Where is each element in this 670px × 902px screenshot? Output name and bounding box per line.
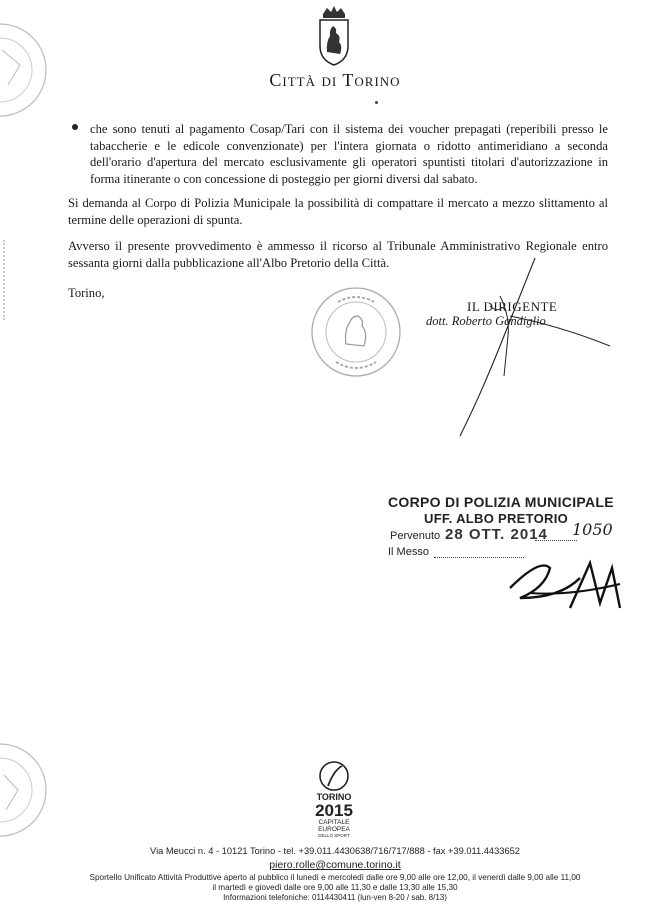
logo-line3: CAPITALE [318, 819, 350, 826]
logo-line2: 2015 [315, 801, 353, 820]
stamp-pervenuto-label: Pervenuto [390, 530, 441, 542]
paragraph-corpo: Si demanda al Corpo di Polizia Municipale la possibilità di compattare il mercato a mezzo slittamento al termine delle operazioni di spunta. [68, 196, 608, 227]
logo-line5: DELLO SPORT [318, 833, 350, 838]
title-dot [375, 101, 378, 104]
place-label: Torino, [68, 286, 105, 300]
stamp-messo-label: Il Messo [388, 546, 429, 558]
paragraph-avverso: Avverso il presente provvedimento è ammesso il ricorso al Tribunale Amministrativo Regionale entro sessanta giorni dalla pubblicazione all'Albo Pretorio della Città. [68, 239, 608, 270]
city-title: Città di Torino [269, 70, 401, 90]
left-margin-seal-bottom [0, 730, 48, 850]
signature-name: dott. Roberto Gandiglio [426, 314, 546, 328]
logo-line1: TORINO [316, 792, 352, 802]
municipal-seal [308, 284, 404, 380]
city-crest-icon [317, 6, 351, 66]
footer-phone-info: Informazioni telefoniche: 0114430411 (lun-ven 8-20 / sab. 8/13) [223, 893, 447, 902]
logo-line4: EUROPEA [318, 826, 350, 833]
torino-2015-logo [308, 760, 360, 842]
bullet-paragraph: che sono tenuti al pagamento Cosap/Tari con il sistema dei voucher prepagati (reperibili presso le tabaccherie e le edicole convenzionate) per l'intera giornata o ridotto antimeridiano a seconda dell'orario d'apertura del mercato esclusivamente gli operatori spuntisti titolari d'autorizzazione in forma itinerante o con concessione di posteggio per giorni diversi dal sabato. [90, 122, 608, 186]
handwritten-signature [440, 256, 620, 446]
stamp-signature [500, 548, 630, 618]
footer-address: Via Meucci n. 4 - 10121 Torino - tel. +39.011.4430638/716/717/888 - fax +39.011.4433652 [150, 846, 520, 856]
left-margin-dots [3, 240, 8, 320]
bullet-marker [72, 124, 78, 130]
stamp-handwritten-number: 1050 [572, 520, 613, 539]
stamp-dotted-line [535, 540, 577, 541]
signature-title: IL DIRIGENTE [467, 299, 558, 314]
footer-hours-line1: Sportello Unificato Attività Produttive aperto al pubblico il lunedì e mercoledì dalle ore 9,00 alle ore 12,00, il venerdì dalle 9,00 alle 11,00 [89, 873, 581, 882]
stamp-line-corpo: CORPO DI POLIZIA MUNICIPALE [388, 494, 614, 510]
footer-email-link[interactable]: piero.rolle@comune.torino.it [269, 859, 401, 871]
stamp-date: 28 OTT. 2014 [445, 526, 548, 543]
stamp-line-uff: UFF. ALBO PRETORIO [424, 511, 569, 526]
footer-hours-line2: il martedì e giovedì dalle ore 9,00 alle 11,30 e dalle 13,30 alle 15,30 [212, 883, 458, 892]
